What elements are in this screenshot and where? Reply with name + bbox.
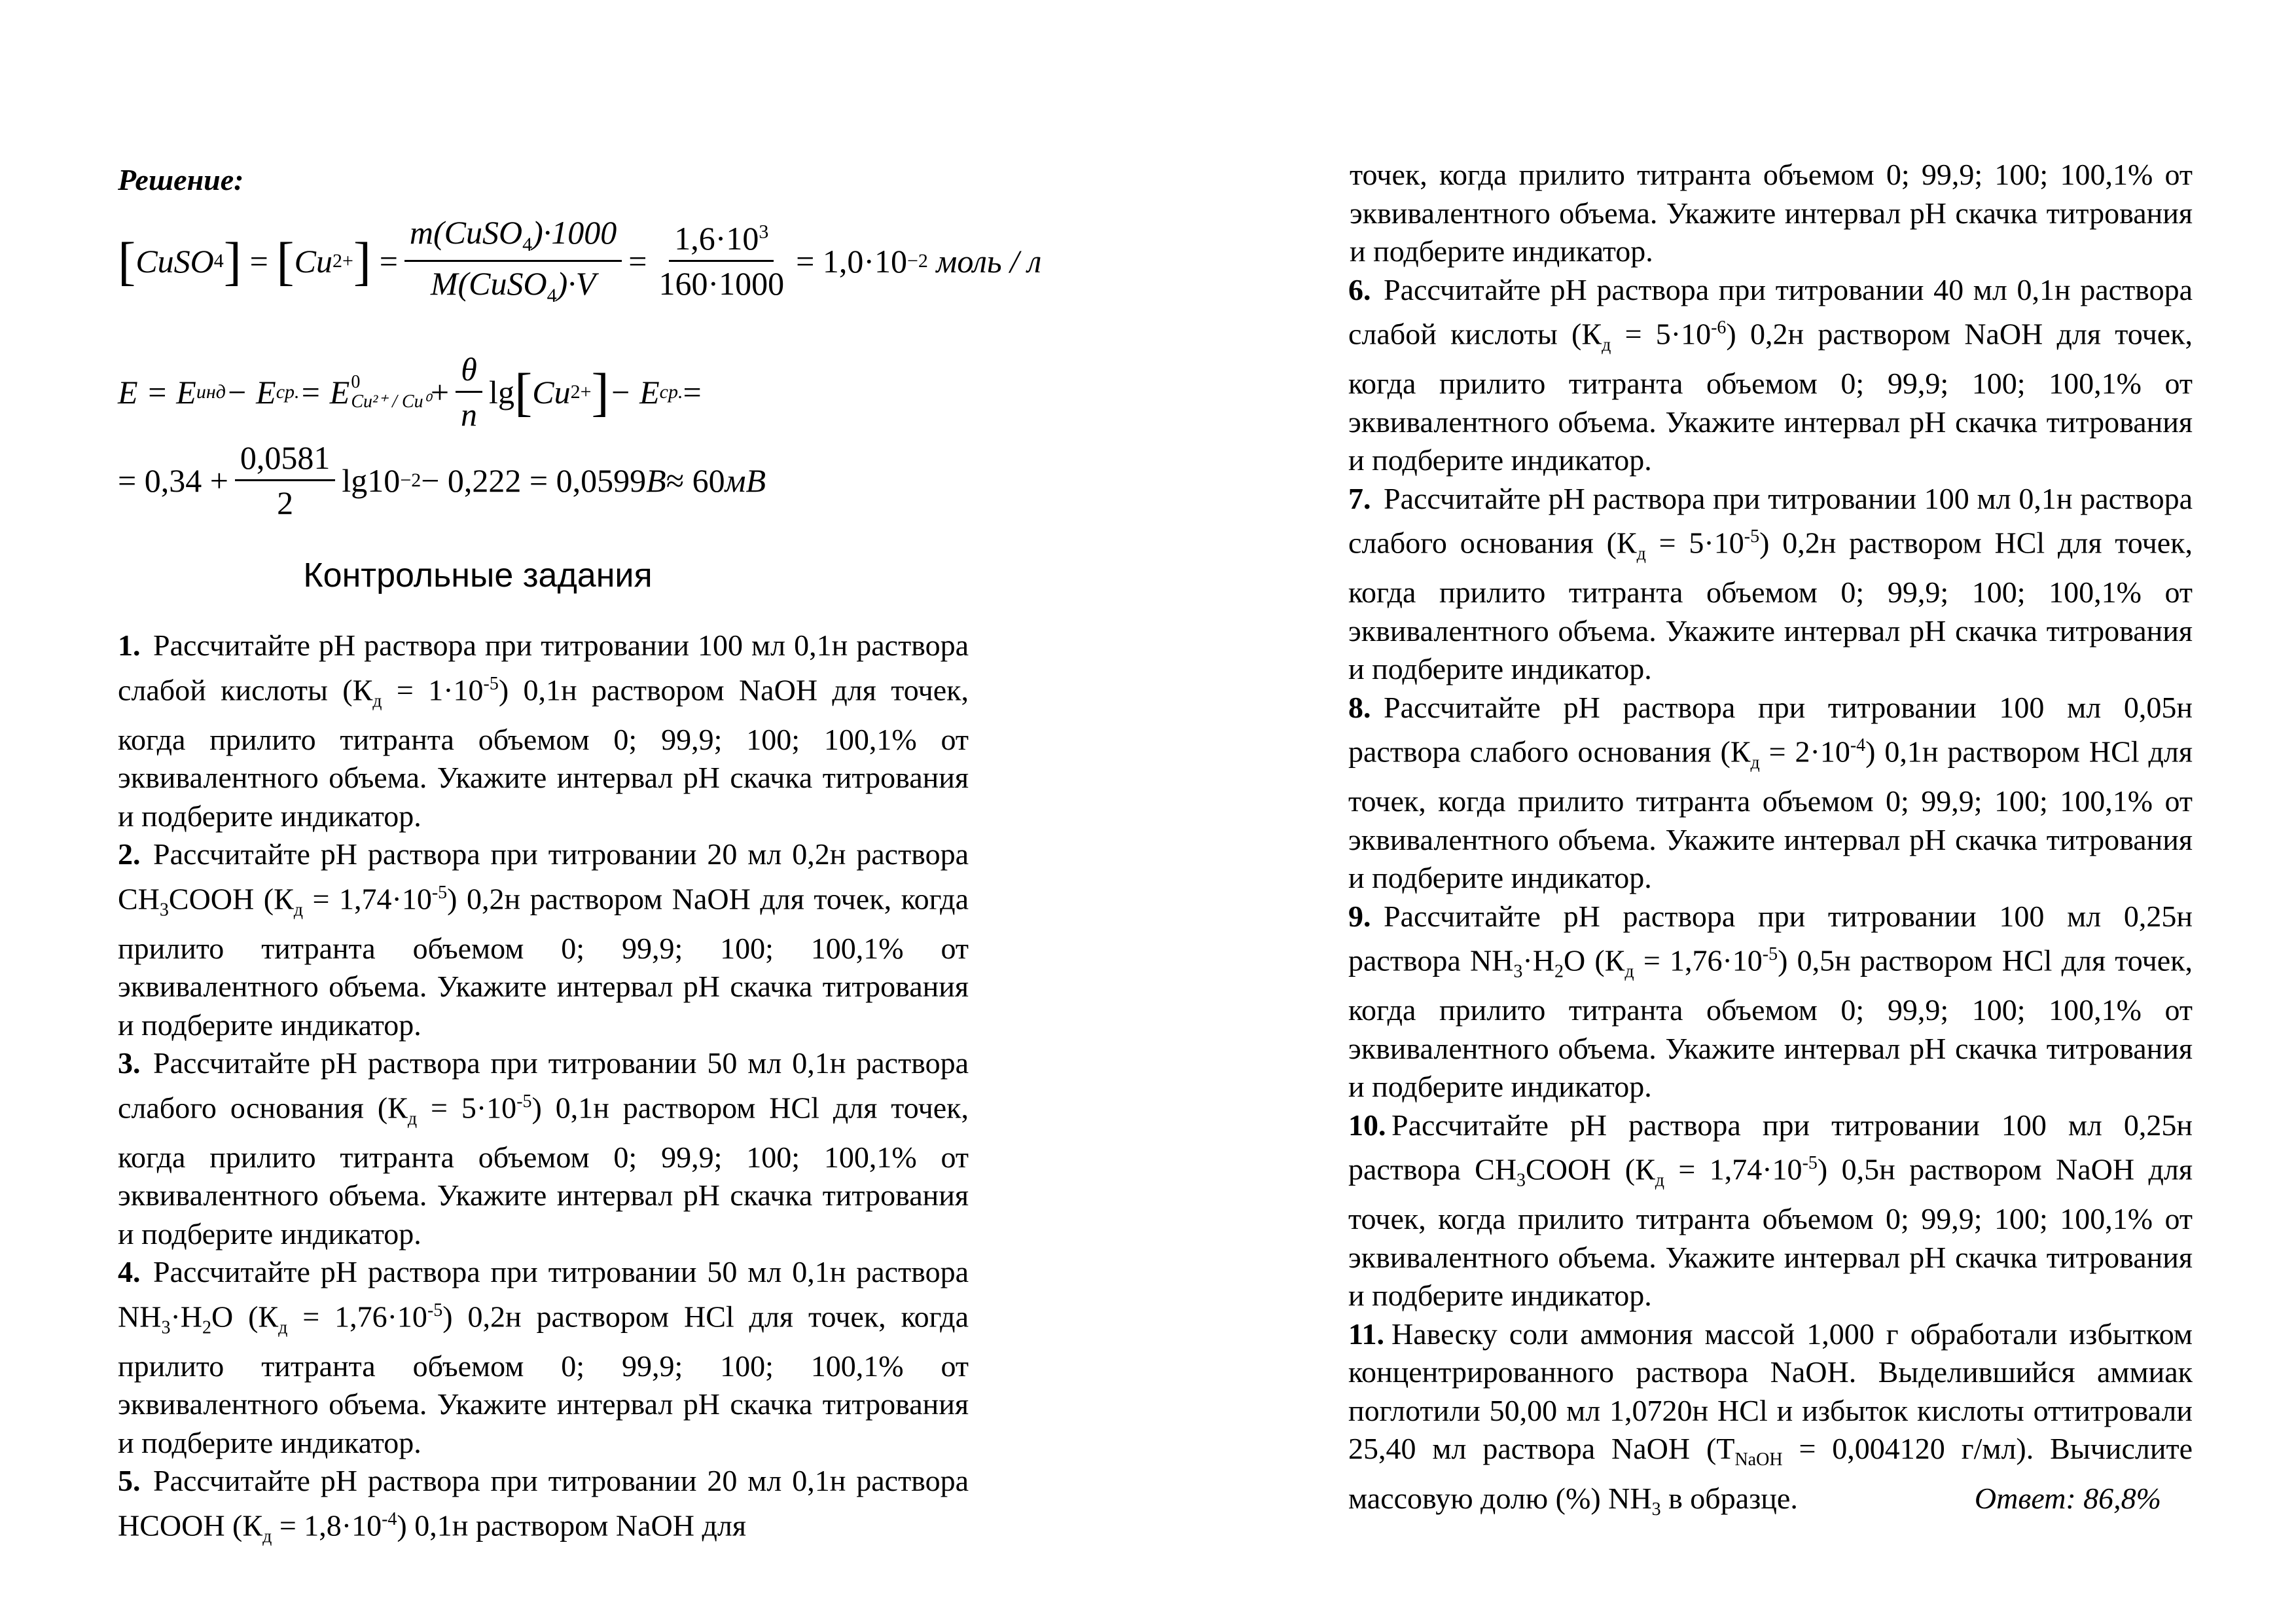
task-text-fragment: -4 [1850, 735, 1866, 756]
task-item [118, 835, 969, 1044]
equation-result: = 0,34 + $\frac{0,0581}{2}$ lg10 −2 − 0,222 = 0,0599 B ≈ 60 мB [118, 439, 766, 521]
task-item [118, 1044, 969, 1253]
task-text-fragment: = 1,76·10 [1634, 943, 1763, 977]
task-text-fragment: д [278, 1317, 288, 1338]
task-text-fragment: = 5·10 [417, 1090, 517, 1124]
task-number: 1. [118, 629, 141, 662]
task-item [1348, 1315, 2193, 1529]
equation-potential: E = E инд − E ср. = E 0 Cu²⁺ / Cu⁰ + $\frac{\theta}{n}$ lg [ Cu 2+ ] − E ср. = [118, 351, 702, 433]
task-text-fragment: = 1,74·10 [1664, 1152, 1803, 1186]
task-item [1348, 480, 2193, 689]
task-text-fragment: = 1,74·10 [303, 881, 432, 915]
task-text-fragment: ) 0,1н раствором HCl для точек, когда прилито титранта объемом 0; 99,9; 100; 100,1% от эквивалентного объема. Укажите интервал pH скачка титрования и подберите индикатор. [118, 1090, 969, 1250]
task-text-fragment: ·H [1522, 943, 1554, 977]
task-text-fragment: = 5·10 [1611, 317, 1712, 351]
task-number: 11. [1348, 1317, 1384, 1351]
task-5-continuation: точек, когда прилито титранта объемом 0; 99,9; 100; 100,1% от эквивалентного объема. Укажите интервал pH скачка титрования и подберите индикатор. [1350, 158, 2193, 268]
left-column [118, 163, 1042, 1556]
task-item [1348, 689, 2193, 898]
task-text-fragment: 3 [1651, 1499, 1661, 1520]
task-text-fragment: O (К [211, 1299, 279, 1333]
task-text-fragment: = 5·10 [1645, 526, 1744, 560]
task-text-fragment: ) 0,5н раствором HCl для точек, когда прилито титранта объемом 0; 99,9; 100; 100,1% от эквивалентного объема. Укажите интервал pH скачка титрования и подберите индикатор. [1348, 943, 2193, 1104]
task-text-fragment: Навеску соли аммония массой 1,000 г обработали избытком концентрированного раствора NaOH. Выделившийся аммиак поглотили 50,00 мл 1,0720н HCl и избыток кислоты оттитровали 25,40 мл раствора NaOH (T [1348, 1317, 2193, 1466]
task-number: 2. [118, 837, 141, 871]
task-text-fragment: 3 [159, 900, 169, 921]
task-item [1348, 1106, 2193, 1315]
task-list-right [1348, 271, 2193, 1529]
task-text-fragment: = 1·10 [382, 672, 484, 706]
task-text-fragment: д [293, 900, 304, 921]
task-item [1348, 271, 2193, 480]
task-number: 5. [118, 1464, 141, 1498]
fraction-mass-ratio: $\frac{m(CuSO_4)\cdot 1000}{M(CuSO_4)\cdot V}$ [404, 216, 622, 306]
task-text-fragment: O (К [1563, 943, 1625, 977]
task-text-fragment: -6 [1711, 318, 1727, 338]
task-text-fragment: д [372, 691, 382, 712]
task-text-fragment: -5 [427, 1300, 443, 1321]
task-text-fragment: 3 [1516, 1170, 1526, 1191]
task-text-fragment: ) 0,2н раствором NaOH для точек, когда прилито титранта объемом 0; 99,9; 100; 100,1% от эквивалентного объема. Укажите интервал pH скачка титрования и подберите индикатор. [1348, 317, 2193, 477]
task-item [118, 627, 969, 835]
task-text-fragment: 2 [202, 1317, 211, 1338]
task-number: 10. [1348, 1108, 1386, 1142]
task-text-fragment: Рассчитайте pH раствора при титровании 100 мл 0,25н раствора NH [1348, 899, 2193, 977]
task-text-fragment: -5 [1802, 1153, 1818, 1174]
task-item [1348, 898, 2193, 1106]
task-text-fragment: COOH (К [168, 881, 294, 915]
task-list-left [118, 627, 969, 1556]
fraction-theta-n: $\frac{\theta}{n}$ [456, 353, 482, 431]
task-text-fragment: -5 [431, 882, 448, 903]
solution-heading: Решение: [118, 163, 244, 196]
task-text-fragment: ) 0,2н раствором NaOH для точек, когда прилито титранта объемом 0; 99,9; 100; 100,1% от эквивалентного объема. Укажите интервал pH скачка титрования и подберите индикатор. [118, 881, 969, 1042]
task-text-fragment: 3 [1513, 961, 1523, 982]
task-text-fragment: = 1,8·10 [272, 1508, 382, 1542]
section-title: Контрольные задания [303, 556, 653, 594]
task-text-fragment: ) 0,1н раствором NaOH для точек, когда прилито титранта объемом 0; 99,9; 100; 100,1% от эквивалентного объема. Укажите интервал pH скачка титрования и подберите индикатор. [118, 672, 969, 833]
task-text-fragment: COOH (К [1526, 1152, 1655, 1186]
task-text-fragment: ) 0,1н раствором NaOH для [397, 1508, 747, 1542]
task-number: 8. [1348, 690, 1371, 724]
task-text-fragment: д [1636, 543, 1646, 564]
task-text-fragment: ) 0,2н раствором HCl для точек, когда прилито титранта объемом 0; 99,9; 100; 100,1% от эквивалентного объема. Укажите интервал pH скачка титрования и подберите индикатор. [1348, 526, 2193, 686]
task-text-fragment: -5 [1744, 526, 1760, 547]
task-text-fragment: Рассчитайте pH раствора при титровании 20 мл 0,2н раствора CH [118, 837, 969, 915]
task-text-fragment: = 2·10 [1759, 735, 1850, 769]
task-item [118, 1462, 969, 1556]
fraction-values: $\frac{1,6\cdot 10^3}{160\cdot 1000}$ [658, 220, 785, 302]
task-text-fragment: -4 [382, 1508, 397, 1529]
task-text-fragment: ) 0,2н раствором HCl для точек, когда прилито титранта объемом 0; 99,9; 100; 100,1% от эквивалентного объема. Укажите интервал pH скачка титрования и подберите индикатор. [118, 1299, 969, 1459]
task-number: 4. [118, 1255, 141, 1289]
task-text-fragment: в образце. [1660, 1481, 1798, 1515]
task-number: 9. [1348, 899, 1371, 933]
fraction-coefficient: $\frac{0,0581}{2}$ [235, 441, 336, 519]
task-text-fragment: = 0,004120 г/мл). Вычислите массовую долю (%) NH [1348, 1432, 2193, 1515]
task-text-fragment: Рассчитайте pH раствора при титровании 40 мл 0,1н раствора слабой кислоты (К [1348, 272, 2193, 351]
task-text-fragment: NaOH [1734, 1450, 1783, 1470]
task-text-fragment: Рассчитайте pH раствора при титровании 50 мл 0,1н раствора слабого основания (К [118, 1046, 969, 1124]
task-text-fragment: = 1,76·10 [287, 1299, 427, 1333]
task-text-fragment: д [407, 1108, 418, 1129]
task-text-fragment: д [1624, 961, 1634, 982]
task-text-fragment: д [262, 1526, 272, 1547]
task-text-fragment: д [1655, 1170, 1665, 1191]
task-text-fragment: Рассчитайте pH раствора при титровании 100 мл 0,1н раствора слабого основания (К [1348, 481, 2193, 560]
task-text-fragment: Рассчитайте pH раствора при титровании 100 мл 0,05н раствора слабого основания (К [1348, 690, 2193, 769]
task-text-fragment: ) 0,1н раствором HCl для точек, когда прилито титранта объемом 0; 99,9; 100; 100,1% от эквивалентного объема. Укажите интервал pH скачка титрования и подберите индикатор. [1348, 735, 2193, 895]
task-text-fragment: -5 [516, 1091, 532, 1112]
task-text-fragment: 2 [1554, 961, 1564, 982]
task-number: 6. [1348, 272, 1371, 306]
task-item [118, 1253, 969, 1462]
task-number: 3. [118, 1046, 141, 1080]
task-text-fragment: д [1750, 752, 1760, 773]
task-answer: Ответ: 86,8% [1974, 1481, 2161, 1515]
task-text-fragment: Рассчитайте pH раствора при титровании 20 мл 0,1н раствора HCOOH (К [118, 1464, 969, 1542]
task-text-fragment: Рассчитайте pH раствора при титровании 100 мл 0,1н раствора слабой кислоты (К [118, 629, 969, 706]
task-text-fragment: 3 [161, 1317, 171, 1338]
task-text-fragment: -5 [483, 673, 499, 694]
equation-concentration: [ CuSO 4 ] = [ Cu 2+ ] = $\frac{m(CuSO_4)\cdot 1000}{M(CuSO_4)\cdot V}$ = $\frac{1,6\cdot 10^3}{160\cdot 1000}$ = 1,0·10 −2 моль / л [118, 214, 1042, 306]
task-text-fragment: Рассчитайте pH раствора при титровании 50 мл 0,1н раствора NH [118, 1255, 969, 1333]
task-text-fragment: -5 [1762, 944, 1778, 965]
task-text-fragment: д [1602, 335, 1611, 356]
task-text-fragment: Рассчитайте pH раствора при титровании 100 мл 0,25н раствора CH [1348, 1108, 2193, 1186]
task-number: 7. [1348, 481, 1371, 515]
task-text-fragment: ) 0,5н раствором NaOH для точек, когда прилито титранта объемом 0; 99,9; 100; 100,1% от эквивалентного объема. Укажите интервал pH скачка титрования и подберите индикатор. [1348, 1152, 2193, 1313]
task-text-fragment: ·H [170, 1299, 202, 1333]
right-column [1348, 156, 2193, 1529]
